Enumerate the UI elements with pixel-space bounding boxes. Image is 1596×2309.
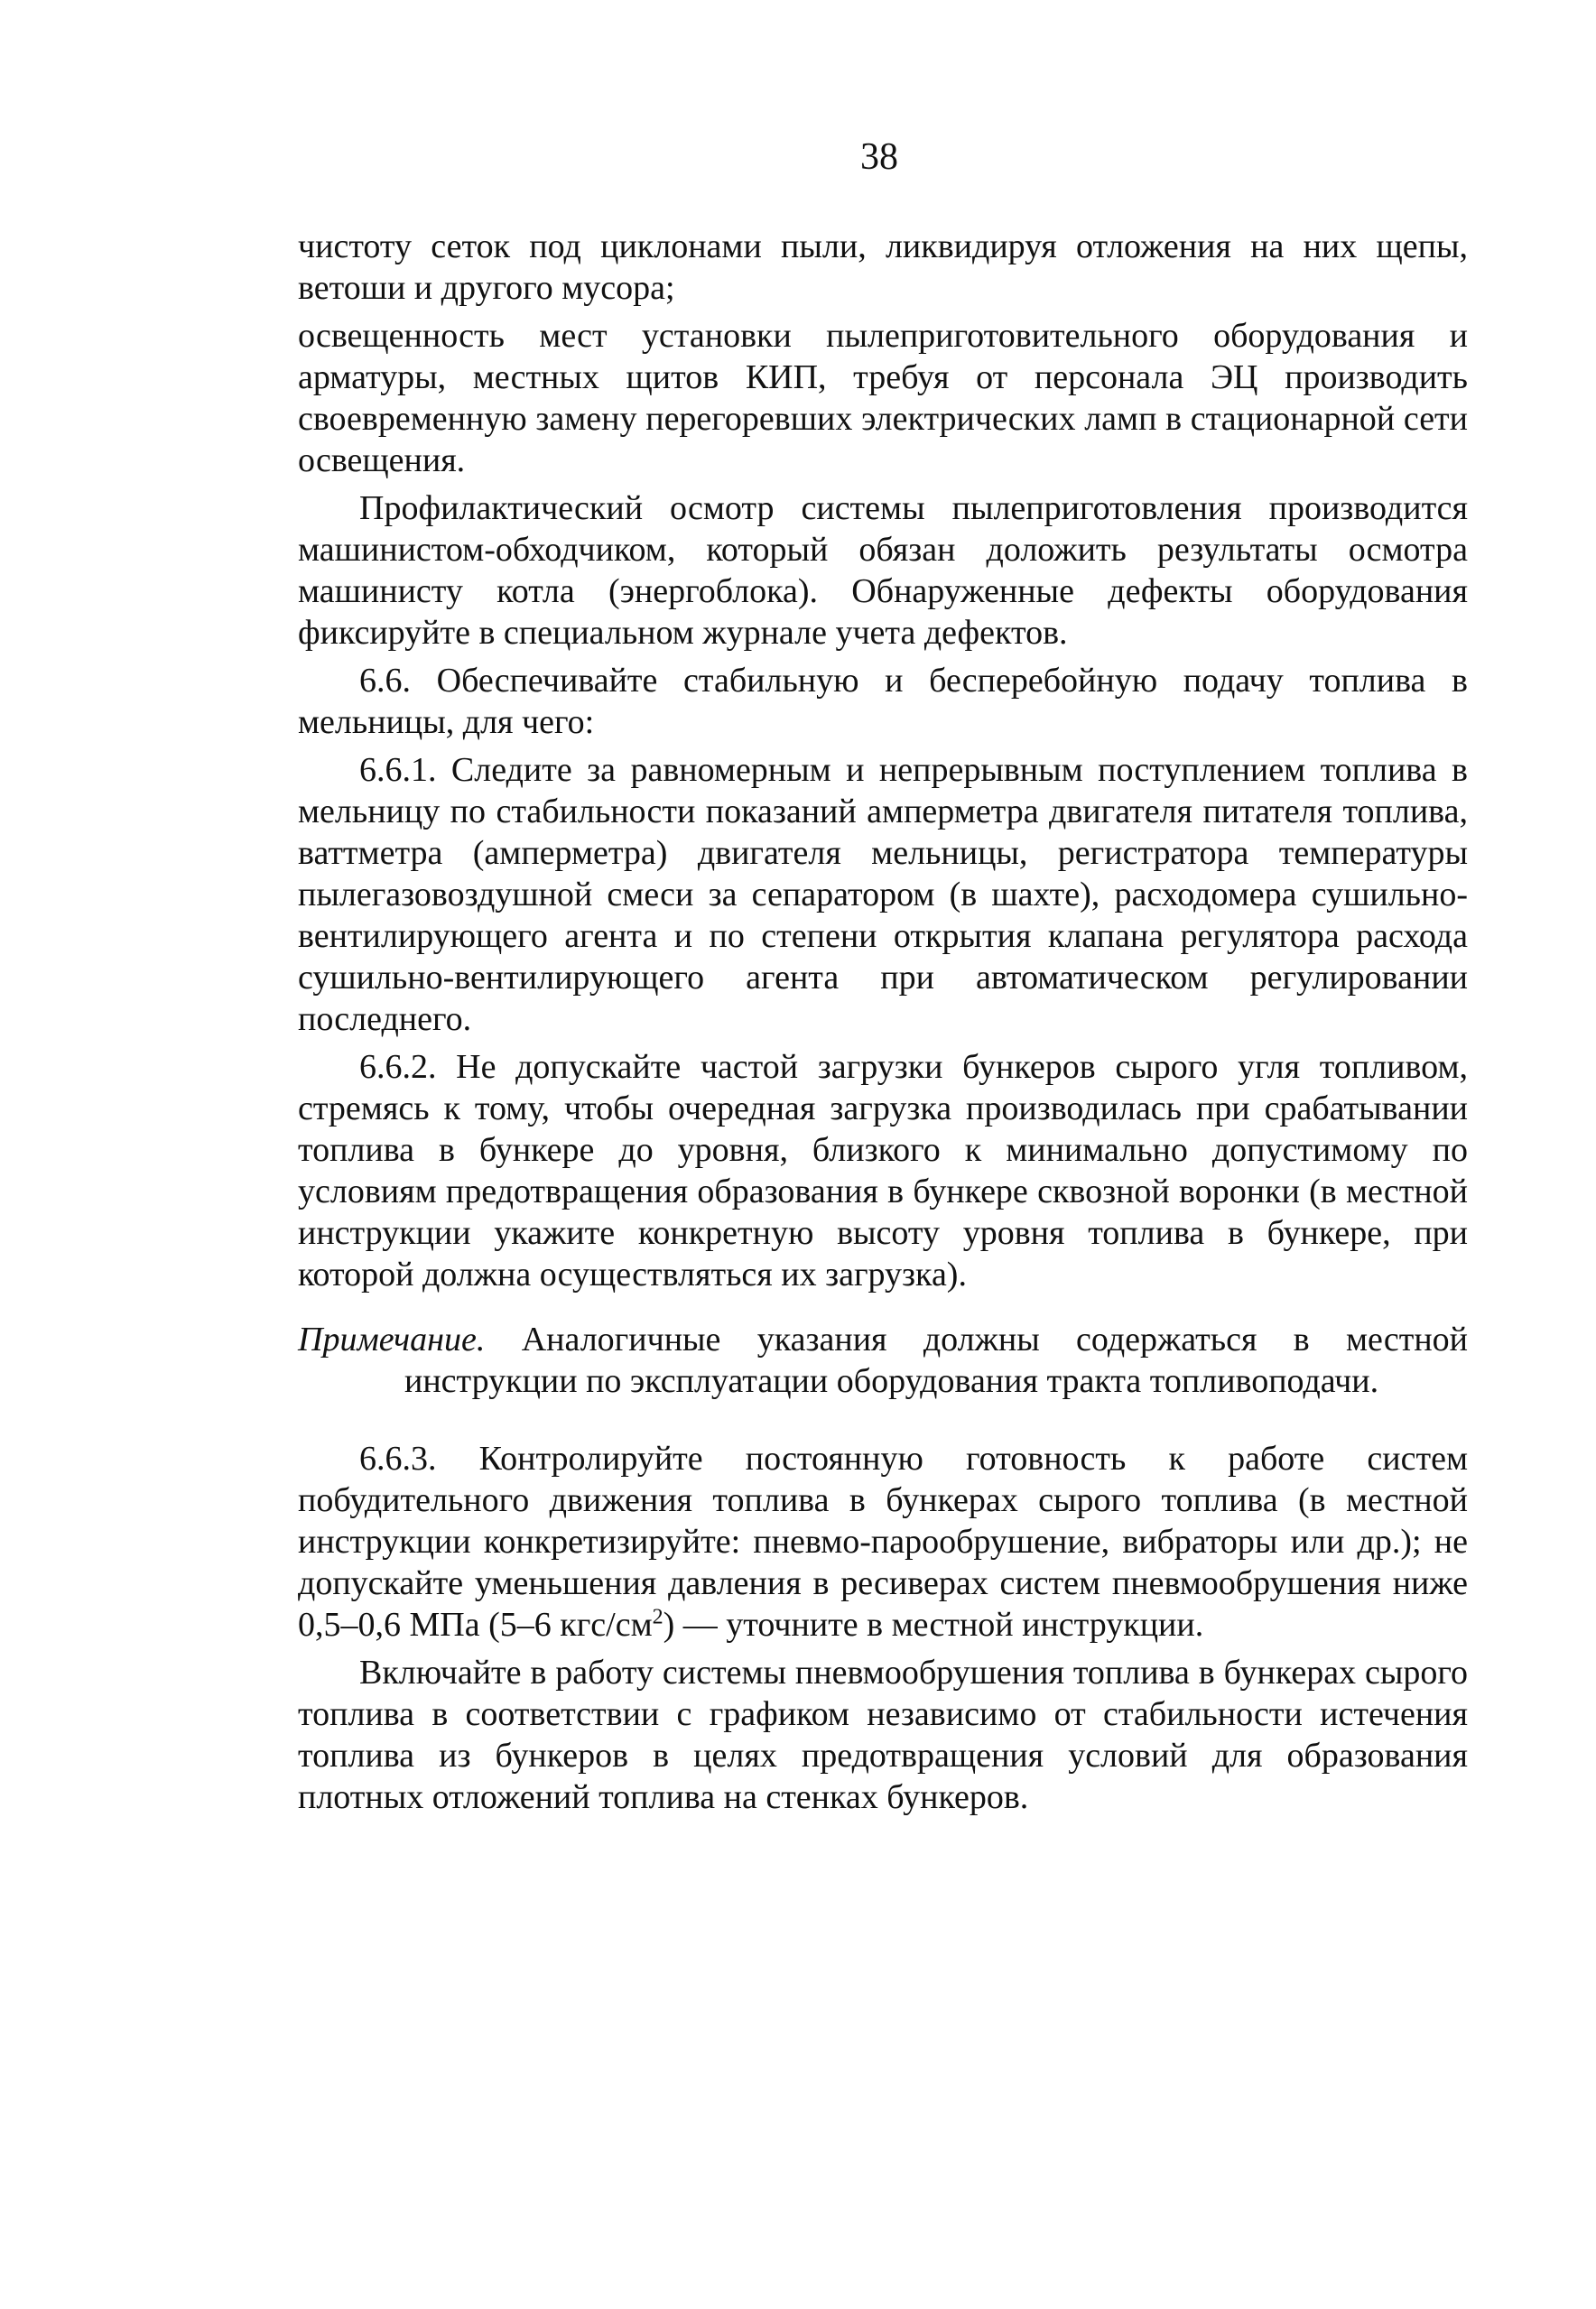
section-6-6-3 xyxy=(298,1438,1468,1646)
page-number: 38 xyxy=(860,136,898,178)
section-6-6-3-text: 6.6.3. Контролируйте постоянную готовность к работе систем побудительного движения топлива в бункерах сырого топлива (в местной инструкции конкретизируйте: пневмо-парообрушение, вибраторы или др.); не допускайте уменьшения давления в ресиверах систем пневмообрушения ниже 0,5–0,6 МПа (5–6 кгс/см xyxy=(298,1440,1468,1644)
note-text: Аналогичные указания должны содержаться в местной инструкции по эксплуатации оборудования тракта топливоподачи. xyxy=(404,1321,1468,1400)
paragraph-sieve-cleanliness: чистоту сеток под циклонами пыли, ликвидируя отложения на них щепы, ветоши и другого мусора; xyxy=(298,227,1468,307)
paragraph-pneumatic-schedule: Включайте в работу системы пневмообрушения топлива в бункерах сырого топлива в соответствии с графиком независимо от стабильности истечения топлива из бункеров в целях предотвращения условий для образования плотных отложений топлива на стенках бункеров. xyxy=(298,1654,1468,1816)
section-6-6-1: 6.6.1. Следите за равномерным и непрерывным поступлением топлива в мельницу по стабильности показаний амперметра двигателя питателя топлива, ваттметра (амперметра) двигателя мельницы, регистратора температуры пылегазовоздушной смеси за сепаратором (в шахте), расходомера сушильно-вентилирующего агента и по степени открытия клапана регулятора расхода сушильно-вентилирующего агента при автоматическом регулировании последнего. xyxy=(298,751,1468,1038)
note-block xyxy=(298,1319,1468,1402)
page-body xyxy=(298,226,1468,1824)
note-label: Примечание. xyxy=(298,1321,486,1359)
section-6-6-3-text-end: ) — уточните в местной инструкции. xyxy=(663,1606,1204,1644)
paragraph-lighting: освещенность мест установки пылеприготовительного оборудования и арматуры, местных щитов КИП, требуя от персонала ЭЦ производить своевременную замену перегоревших электрических ламп в стационарной сети освещения. xyxy=(298,317,1468,479)
section-6-6: 6.6. Обеспечивайте стабильную и бесперебойную подачу топлива в мельницы, для чего: xyxy=(298,662,1468,741)
superscript: 2 xyxy=(652,1605,663,1629)
section-6-6-2: 6.6.2. Не допускайте частой загрузки бункеров сырого угля топливом, стремясь к тому, чтобы очередная загрузка производилась при срабатывании топлива в бункере до уровня, близкого к минимально допустимому по условиям предотвращения образования в бункере сквозной воронки (в местной инструкции укажите конкретную высоту уровня топлива в бункере, при которой должна осуществляться их загрузка). xyxy=(298,1048,1468,1294)
paragraph-preventive-inspection: Профилактический осмотр системы пылеприготовления производится машинистом-обходчиком, который обязан доложить результаты осмотра машинисту котла (энергоблока). Обнаруженные дефекты оборудования фиксируйте в специальном журнале учета дефектов. xyxy=(298,489,1468,652)
